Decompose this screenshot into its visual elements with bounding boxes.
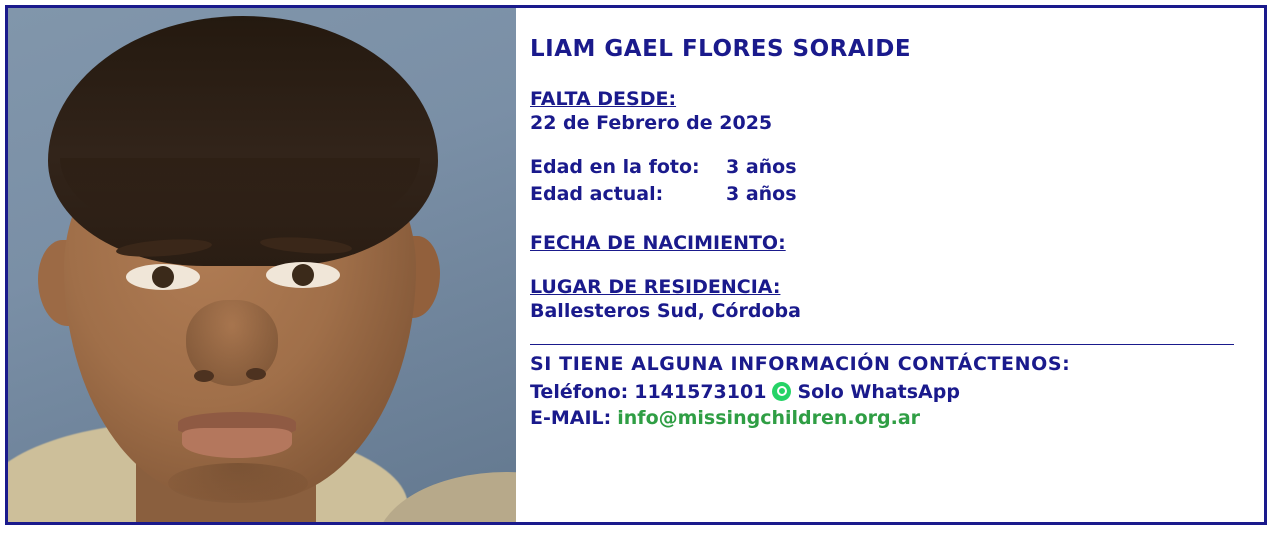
birth-date-block [530,232,1234,254]
contact-heading: SI TIENE ALGUNA INFORMACIÓN CONTÁCTENOS: [530,352,1071,375]
photo-nostril-right [246,368,266,380]
table-row [530,183,797,210]
photo-chin [168,463,308,503]
photo-eye-left [126,264,200,290]
photo-pupil-left [152,266,174,288]
residence-block [530,276,1234,322]
child-info-panel [516,8,1264,522]
age-table [530,156,797,210]
photo-canvas [8,8,516,522]
email-label: E-MAIL: [530,406,612,429]
phone-line [530,381,1234,403]
photo-lower-lip [182,428,292,458]
email-line [530,407,1234,429]
photo-eye-right [266,262,340,288]
photo-pupil-right [292,264,314,286]
table-row [530,156,797,183]
missing-child-poster [5,5,1267,525]
phone-label: Teléfono: [530,380,629,403]
photo-nostril-left [194,370,214,382]
age-in-photo-label: Edad en la foto: [530,156,700,178]
email-link[interactable]: info@missingchildren.org.ar [617,406,921,429]
phone-number[interactable]: 1141573101 [634,380,767,403]
child-name: LIAM GAEL FLORES SORAIDE [530,36,912,62]
residence-label: LUGAR DE RESIDENCIA: [530,275,781,298]
child-photo [8,8,516,522]
whatsapp-note: Solo WhatsApp [797,380,960,403]
divider [530,344,1234,345]
missing-since-value: 22 de Febrero de 2025 [530,112,773,134]
current-age-label: Edad actual: [530,182,664,205]
birth-date-label: FECHA DE NACIMIENTO: [530,231,786,254]
whatsapp-icon [772,382,791,401]
current-age-value: 3 años [726,182,797,205]
missing-since-label: FALTA DESDE: [530,88,677,110]
missing-since-block [530,88,1234,134]
residence-value: Ballesteros Sud, Córdoba [530,299,801,322]
age-in-photo-value: 3 años [726,156,797,178]
